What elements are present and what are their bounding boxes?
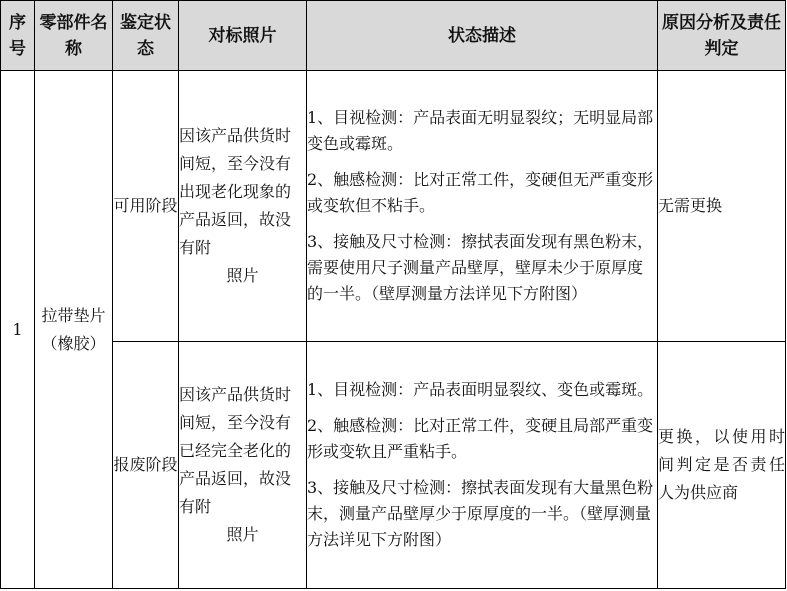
header-seq: 序号 xyxy=(1,1,35,71)
photo-note-usable xyxy=(179,71,307,342)
photo-note-scrap xyxy=(179,342,307,589)
photo-note-text: 因该产品供货时间短，至今没有出现老化现象的产品返回，故没有附 xyxy=(179,126,292,257)
stage-scrap: 报废阶段 xyxy=(113,342,179,589)
visual-check: 1、目视检测：产品表面无明显裂纹；无明显局部变色或霉斑。 xyxy=(307,108,654,153)
judgement-usable: 无需更换 xyxy=(658,71,786,342)
photo-note-tail: 照片 xyxy=(226,266,259,285)
touch-check: 2、触感检测：比对正常工件，变硬且局部严重变形或变软且严重粘手。 xyxy=(307,416,654,461)
part-name: 拉带垫片（橡胶） xyxy=(35,71,113,589)
touch-check: 2、触感检测：比对正常工件，变硬但无严重变形或变软但不粘手。 xyxy=(307,170,654,215)
stage-usable: 可用阶段 xyxy=(113,71,179,342)
header-state: 鉴定状态 xyxy=(113,1,179,71)
photo-note-tail: 照片 xyxy=(226,525,259,544)
header-desc: 状态描述 xyxy=(307,1,658,71)
table-row xyxy=(1,342,786,589)
header-row xyxy=(1,1,786,71)
size-check: 3、接触及尺寸检测：擦拭表面发现有黑色粉末，需要使用尺子测量产品壁厚，壁厚未少于原厚度的一半。（壁厚测量方法详见下方附图） xyxy=(307,232,654,303)
header-judge: 原因分析及责任判定 xyxy=(658,1,786,71)
row-seq: 1 xyxy=(1,71,35,589)
header-part: 零部件名称 xyxy=(35,1,113,71)
size-check: 3、接触及尺寸检测：擦拭表面发现有大量黑色粉末，测量产品壁厚少于原厚度的一半。（壁厚测量方法详见下方附图） xyxy=(307,478,654,549)
photo-note-text: 因该产品供货时间短，至今没有已经完全老化的产品返回，故没有附 xyxy=(179,385,292,516)
judgement-scrap: 更换，以使用时间判定是否责任人为供应商 xyxy=(658,342,786,589)
table-row xyxy=(1,71,786,342)
visual-check: 1、目视检测：产品表面明显裂纹、变色或霉斑。 xyxy=(307,380,654,399)
description-usable xyxy=(307,71,658,342)
header-photo: 对标照片 xyxy=(179,1,307,71)
description-scrap xyxy=(307,342,658,589)
